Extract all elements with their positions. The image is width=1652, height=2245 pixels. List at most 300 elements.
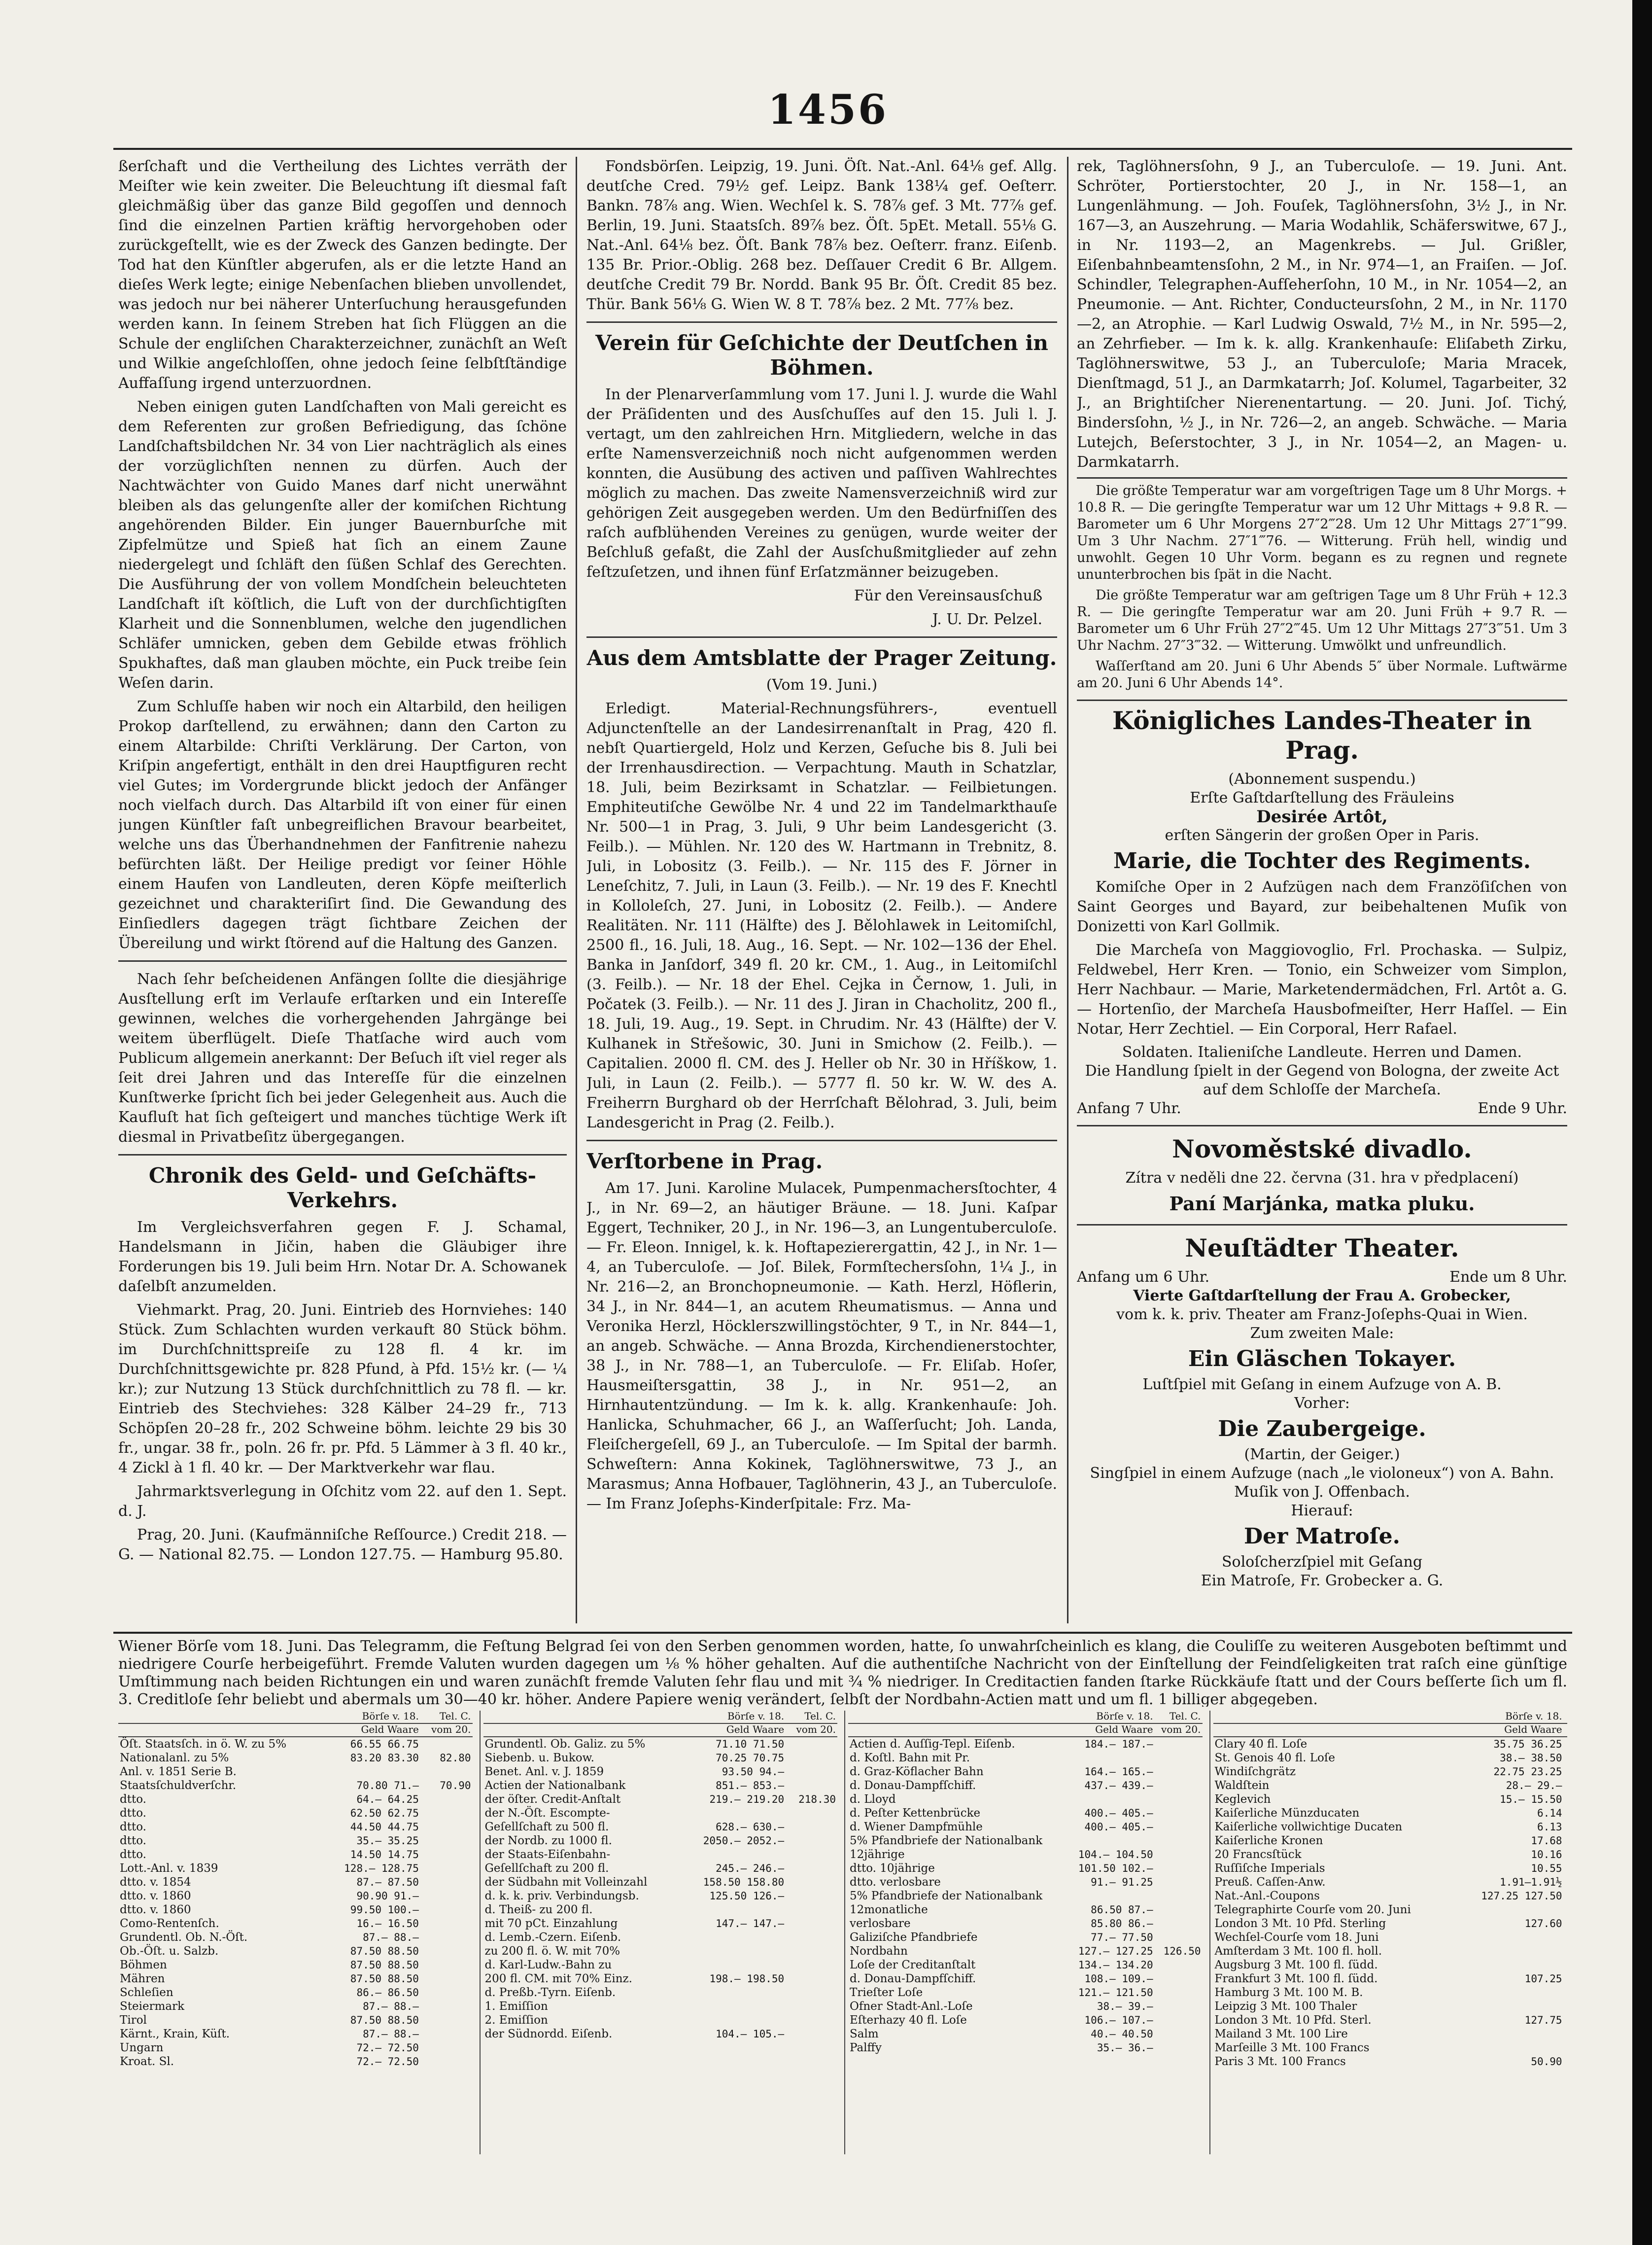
bourse-header-cell [118, 1723, 325, 1737]
scan-edge [1632, 0, 1652, 2245]
security-name: der N.-Öſt. Escompte- [484, 1807, 610, 1820]
security-quote: 126.50 [1163, 1945, 1201, 1957]
bourse-table-row [848, 1986, 1203, 1999]
bourse-header-cell [118, 1711, 325, 1723]
security-quote: 184.— 187.— [1084, 1738, 1153, 1750]
bourse-table-row [483, 1903, 838, 1917]
security-quote: 2050.— 2052.— [703, 1835, 785, 1847]
security-quote [1460, 1903, 1564, 1917]
security-quote: 16.— 16.50 [356, 1918, 419, 1929]
theater-title: Neuſtädter Theater. [1185, 1233, 1459, 1263]
security-quote [1564, 1958, 1567, 1972]
security-quote [1564, 1820, 1567, 1834]
page-number: 1456 [767, 86, 889, 134]
neustaedter-theater-ad [1077, 1233, 1567, 1590]
security-quote [1564, 1944, 1567, 1958]
bourse-table-row [848, 1972, 1203, 1986]
security-quote [1155, 1820, 1203, 1834]
security-quote [1067, 1889, 1155, 1903]
security-name: Öſt. Staatsſch. in ö. W. zu 5% [120, 1738, 287, 1751]
bourse-header-row [1213, 1723, 1568, 1737]
security-name: dtto. 10jährige [850, 1862, 935, 1875]
security-name: 2. Emiſſion [484, 2014, 548, 2027]
section-divider [586, 1140, 1057, 1141]
bourse-table-row [848, 1930, 1203, 1944]
security-name: Clary 40 fl. Loſe [1214, 1738, 1308, 1751]
verstorbene-heading: Verſtorbene in Prag. [586, 1149, 823, 1173]
security-quote [1460, 1944, 1564, 1958]
bourse-table-row [1213, 1889, 1568, 1903]
bourse-table-row [848, 1861, 1203, 1875]
security-quote [420, 1999, 473, 2013]
bourse-header-cell: Tel. C. [786, 1711, 837, 1723]
security-quote [1155, 1806, 1203, 1820]
middle-column [586, 157, 1057, 1628]
bourse-header-row [848, 1711, 1203, 1723]
security-quote [786, 1972, 837, 1986]
theater-guest-line: Vierte Gaſtdarſtellung der Frau A. Grobecker, [1133, 1287, 1511, 1304]
security-quote: 158.50 158.80 [703, 1876, 785, 1888]
bourse-header-cell: Tel. C. [420, 1711, 473, 1723]
security-quote [1460, 1986, 1564, 1999]
security-name: Ruſſiſche Imperials [1214, 1862, 1325, 1875]
theater-star: Desirée Artôt, [1256, 807, 1388, 827]
security-name: der Südbahn mit Volleinzahl [484, 1876, 648, 1889]
bourse-table-row [848, 1751, 1203, 1765]
security-quote [420, 1903, 473, 1917]
bourse-tables [118, 1711, 1567, 2154]
bourse-header-cell [1564, 1723, 1567, 1737]
bourse-header-cell [848, 1711, 1067, 1723]
security-name: Grundentl. Ob. Galiz. zu 5% [484, 1738, 646, 1751]
security-name: Actien der Nationalbank [484, 1779, 626, 1792]
verein-paragraph: In der Plenarverſammlung vom 17. Juni l. J. wurde die Wahl der Präſidenten und des Ausſchuſſes auf den 15. Juli l. J. vertagt, um den zahlreichen Hrn. Mitgliedern, welche in das erſte Namensverzeichniß noch nicht aufgenommen werden konnten, die Ausübung des activen und paſſiven Wahlrechtes möglich zu machen. Das zweite Namensverzeichniß wird zur gehörigen Zeit ausgegeben werden. Um den Bedürfniſſen des raſch aufblühenden Vereines zu genügen, wurde weiter der Beſchluß gefaßt, die Zahl der Ausſchußmitglieder auf zehn feſtzuſetzen, und ihnen fünf Erſatzmänner beizugeben. [586, 386, 1057, 581]
security-quote: 10.16 [1531, 1849, 1562, 1860]
security-quote: 101.50 102.— [1078, 1862, 1153, 1874]
bourse-header-row [848, 1723, 1203, 1737]
security-quote [1564, 2041, 1567, 2055]
security-quote [786, 2013, 837, 2027]
theater-extras: Soldaten. Italieniſche Landleute. Herren und Damen. [1122, 1044, 1522, 1061]
security-quote: 1.91—1.91½ [1500, 1876, 1562, 1888]
theater-title: Novoměstské divadlo. [1172, 1134, 1472, 1163]
security-quote [786, 1875, 837, 1889]
bourse-table-row [118, 1944, 473, 1958]
security-quote: 127.25 127.50 [1481, 1890, 1562, 1902]
weather-paragraph: Die größte Temperatur war am vorgeſtrigen Tage um 8 Uhr Morgs. + 10.8 R. — Die geringſte Temperatur war um 12 Uhr Mittags + 9.8 R. — Barometer um 6 Uhr Morgens 27″2‴28. Um 12 Uhr Mittags 27″1‴99. Um 3 Uhr Nachm. 27″1‴76. — Witterung. Früh hell, windig und unwohlt. Gegen 10 Uhr Vorm. begann es zu regnen und regnete ununterbrochen bis ſpät in die Nacht. [1077, 483, 1567, 582]
theater-play-description: Soloſcherzſpiel mit Geſang [1221, 1553, 1423, 1571]
security-quote [684, 1848, 786, 1861]
bourse-header-cell: Geld Waare [684, 1723, 786, 1737]
security-name: der Nordb. zu 1000 fl. [484, 1834, 612, 1847]
security-quote: 86.50 87.— [1091, 1904, 1153, 1916]
security-quote [786, 1930, 837, 1944]
security-name: d. Graz-Köflacher Bahn [850, 1765, 984, 1778]
art-review-paragraph: Nach ſehr beſcheidenen Anfängen ſollte die diesjährige Ausſtellung erſt im Verlaufe erſtarken und ein Intereſſe gewinnen, welches die vorhergehenden Jahrgänge bei weitem überflügelt. Dieſe Thatſache wird auch vom Publicum allgemein anerkannt: Der Beſuch iſt viel reger als ſeit drei Jahren und das Intereſſe für die einzelnen Kunſtwerke ſpricht ſich bei jeder Gelegenheit aus. Auch die Kaufluſt hat ſich geſteigert und manches tüchtige Werk iſt diesmal in Privatbeſitz übergegangen. [118, 971, 567, 1146]
security-quote: 50.90 [1531, 2056, 1562, 2068]
security-quote [684, 1958, 786, 1972]
security-name: verlosbare [850, 1917, 911, 1930]
security-name: 20 Francsſtück [1214, 1848, 1302, 1861]
security-name: dtto. v. 1854 [120, 1876, 191, 1889]
security-quote: 164.— 165.— [1084, 1766, 1153, 1778]
security-name: Mähren [120, 1972, 165, 1985]
theater-setting: Die Handlung ſpielt in der Gegend von Bologna, der zweite Act auf dem Schloſſe der Marcheſa. [1085, 1062, 1559, 1098]
security-name: Geſellſchaft zu 200 fl. [484, 1862, 609, 1875]
security-quote: 437.— 439.— [1084, 1780, 1153, 1791]
bourse-header-row [483, 1723, 838, 1737]
security-quote [420, 1930, 473, 1944]
security-quote [420, 1765, 473, 1779]
security-quote [1564, 2027, 1567, 2041]
security-quote: 87.50 88.50 [350, 1973, 419, 1985]
column-rule [1067, 157, 1068, 1623]
bourse-table-row [848, 1806, 1203, 1820]
theater-end-time: Ende um 8 Uhr. [1449, 1268, 1567, 1286]
theater-date-line: Zítra v neděli dne 22. června (31. hra v předplacení) [1125, 1169, 1519, 1187]
security-quote [1155, 1751, 1203, 1765]
security-quote [420, 1820, 473, 1834]
security-quote: 219.— 219.20 [709, 1793, 785, 1805]
security-quote [786, 2027, 837, 2041]
bourse-table-row [1213, 1792, 1568, 1806]
bourse-table-row [1213, 1806, 1568, 1820]
bourse-table-row [1213, 2013, 1568, 2027]
column-rule [576, 157, 577, 1623]
security-quote [1155, 1848, 1203, 1861]
security-quote [420, 1889, 473, 1903]
security-name: d. Donau-Dampfſchiff. [850, 1779, 976, 1792]
security-quote: 70.80 71.— [356, 1780, 419, 1791]
security-quote [786, 1889, 837, 1903]
security-name: Trieſter Loſe [850, 1986, 923, 1999]
bourse-table-row [848, 1779, 1203, 1792]
security-quote: 87.50 88.50 [350, 2014, 419, 2026]
security-quote [1155, 1889, 1203, 1903]
security-name: Grundentl. Ob. N.-Öſt. [120, 1931, 248, 1944]
chronik-paragraph: Prag, 20. Juni. (Kaufmänniſche Reſſource.) Credit 218. — G. — National 82.75. — London 127.75. — Hamburg 95.80. [118, 1526, 567, 1563]
security-quote [420, 1834, 473, 1848]
security-quote [420, 1917, 473, 1930]
bourse-table-row [483, 2027, 838, 2041]
security-quote [684, 1806, 786, 1820]
theater-note: Zum zweiten Male: [1250, 1325, 1394, 1342]
security-quote: 71.10 71.50 [716, 1738, 785, 1750]
security-quote: 198.— 198.50 [709, 1973, 785, 1985]
security-quote [1460, 1930, 1564, 1944]
security-quote [1564, 1737, 1567, 1751]
bourse-table-row [848, 1875, 1203, 1889]
bourse-table-row [848, 2027, 1203, 2041]
security-quote [1460, 2041, 1564, 2055]
bourse-header-cell [1213, 1711, 1460, 1723]
theater-times [1077, 1268, 1567, 1287]
bourse-table-column [480, 1711, 838, 2154]
theater-start-time: Anfang 7 Uhr. [1077, 1100, 1181, 1117]
security-quote: 127.75 [1524, 2014, 1562, 2026]
security-quote: 44.50 44.75 [350, 1821, 419, 1833]
bourse-table-row [483, 1834, 838, 1848]
security-name: Amſterdam 3 Mt. 100 fl. holl. [1214, 1945, 1382, 1958]
security-quote: 70.90 [440, 1780, 471, 1791]
security-name: Augsburg 3 Mt. 100 fl. ſüdd. [1214, 1959, 1378, 1971]
bourse-table-row [118, 1806, 473, 1820]
bourse-header-cell: Geld Waare [325, 1723, 420, 1737]
bourse-paragraph: Wiener Börſe vom 18. Juni. Das Telegramm, die Feſtung Belgrad ſei von den Serben genommen worden, hatte, ſo unwahrſcheinlich es klang, die Couliſſe zu weiteren Ausgeboten beſtimmt und niedrigere Courſe herbeigeführt. Fremde Valuten wurden dagegen um ⅛ % höher gehalten. Auf die authentiſche Nachricht von der Einſtellung der Feindſeligkeiten trat raſch eine günſtige Umſtimmung nach beiden Richtungen ein und waren zunächſt fremde Valuten ſehr flau und mit ¾ % niedriger. In Creditactien fanden ſtarke Rückkäufe ſtatt und der Cours beſſerte ſich um fl. 3. Creditloſe ſehr beliebt und abermals um 30—40 kr. höher. Andere Papiere wenig verändert, ſelbſt der Nordbahn-Actien matt und um fl. 1 billiger abgegeben. [118, 1638, 1567, 1707]
security-quote: 93.50 94.— [722, 1766, 785, 1778]
security-quote: 6.14 [1537, 1807, 1562, 1819]
security-quote [786, 1779, 837, 1792]
theater-start-time: Anfang um 6 Uhr. [1077, 1268, 1210, 1286]
bourse-table-row [483, 1779, 838, 1792]
security-name: Salm [850, 2028, 879, 2040]
bourse-table-row [848, 1834, 1203, 1848]
security-quote [1564, 1751, 1567, 1765]
security-quote [1155, 1917, 1203, 1930]
security-name: 12monatliche [850, 1903, 928, 1916]
security-name: der Staats-Eiſenbahn- [484, 1848, 611, 1861]
security-name: 5% Pfandbriefe der Nationalbank [850, 1890, 1043, 1902]
bourse-table-row [1213, 1848, 1568, 1861]
chronik-paragraph: Jahrmarktsverlegung in Oſchitz vom 22. auf den 1. Sept. d. J. [118, 1483, 567, 1520]
bourse-table [483, 1711, 838, 2041]
bourse-table-row [848, 1889, 1203, 1903]
bourse-table-row [118, 1820, 473, 1834]
bourse-table-column [118, 1711, 473, 2154]
bourse-table-row [1213, 2041, 1568, 2055]
security-quote [684, 1944, 786, 1958]
section-divider [1077, 1125, 1567, 1126]
security-quote [1564, 1999, 1567, 2013]
security-name: Actien d. Auſſig-Tepl. Eiſenb. [850, 1738, 1015, 1751]
bourse-table [848, 1711, 1203, 2055]
security-quote: 218.30 [798, 1793, 836, 1805]
bourse-table-row [483, 1861, 838, 1875]
security-quote [1155, 2027, 1203, 2041]
security-quote [786, 1917, 837, 1930]
bourse-table-row [1213, 1875, 1568, 1889]
security-quote: 104.— 104.50 [1078, 1849, 1153, 1860]
security-name: d. Lemb.-Czern. Eiſenb. [484, 1931, 621, 1944]
security-quote [684, 1986, 786, 1999]
security-quote [786, 1737, 837, 1751]
bourse-table-row [1213, 1737, 1568, 1751]
bourse-header-cell [1213, 1723, 1460, 1737]
security-quote: 85.80 86.— [1091, 1918, 1153, 1929]
amtsblatt-date: (Vom 19. Juni.) [766, 676, 878, 694]
security-name: St. Genois 40 fl. Loſe [1214, 1752, 1336, 1764]
bourse-table-row [118, 1930, 473, 1944]
security-quote [1155, 1986, 1203, 1999]
bourse-table-row [483, 1765, 838, 1779]
security-quote [1155, 1861, 1203, 1875]
security-name: Eſterhazy 40 fl. Loſe [850, 2014, 967, 2027]
security-quote [1564, 1889, 1567, 1903]
bourse-table-row [1213, 1765, 1568, 1779]
bourse-table-row [118, 1737, 473, 1751]
bourse-table-row [848, 2013, 1203, 2027]
security-name: Staatsſchuldverſchr. [120, 1779, 237, 1792]
security-name: 200 fl. CM. mit 70% Einz. [484, 1972, 632, 1985]
security-name: Ob.-Öſt. u. Salzb. [120, 1945, 219, 1958]
bourse-table-row [848, 1903, 1203, 1917]
security-quote: 127.60 [1524, 1918, 1562, 1929]
theater-guest-line: Erſte Gaſtdarſtellung des Fräuleins [1190, 789, 1454, 807]
security-quote [684, 1903, 786, 1917]
bourse-header-row [118, 1711, 473, 1723]
security-quote [1155, 1903, 1203, 1917]
bourse-table-column [844, 1711, 1203, 2154]
security-quote: 14.50 14.75 [350, 1849, 419, 1860]
security-name: dtto. [120, 1821, 146, 1833]
left-column [118, 157, 567, 1628]
bourse-table-row [483, 1889, 838, 1903]
security-name: Leipzig 3 Mt. 100 Thaler [1214, 2000, 1357, 2013]
theater-subtitle: (Abonnement suspendu.) [1228, 771, 1416, 788]
bourse-rule [113, 1632, 1572, 1634]
security-name: Frankfurt 3 Mt. 100 fl. ſüdd. [1214, 1972, 1378, 1985]
bourse-header-cell: vom 20. [786, 1723, 837, 1737]
verein-signature-line: Für den Vereinsausſchuß [854, 587, 1042, 604]
security-quote: 107.25 [1524, 1973, 1562, 1985]
security-name: Anl. v. 1851 Serie B. [120, 1765, 237, 1778]
theater-play-title: Die Zaubergeige. [1218, 1416, 1426, 1441]
security-quote: 72.— 72.50 [356, 2056, 419, 2068]
security-name: London 3 Mt. 10 Pfd. Sterl. [1214, 2014, 1372, 2027]
bourse-report [118, 1638, 1567, 1707]
bourse-header-cell [483, 1723, 684, 1737]
theater-play-title: Marie, die Tochter des Regiments. [1113, 848, 1531, 874]
security-name: Kroat. Sl. [120, 2055, 174, 2068]
security-quote: 400.— 405.— [1084, 1821, 1153, 1833]
security-quote: 72.— 72.50 [356, 2042, 419, 2054]
security-quote: 77.— 77.50 [1091, 1931, 1153, 1943]
bourse-header-cell: Tel. C. [1155, 1711, 1203, 1723]
theater-title: Königliches Landes-Theater in Prag. [1112, 706, 1532, 765]
theater-guest-line: erſten Sängerin der großen Oper in Paris. [1165, 827, 1480, 844]
bourse-table-row [1213, 1986, 1568, 1999]
bourse-header-cell: vom 20. [420, 1723, 473, 1737]
security-quote: 87.— 88.— [363, 1931, 419, 1943]
security-quote: 108.— 109.— [1084, 1973, 1153, 1985]
security-name: d. Wiener Dampfmühle [850, 1821, 983, 1833]
security-quote: 127.— 127.25 [1078, 1945, 1153, 1957]
security-name: 12jährige [850, 1848, 905, 1861]
section-divider [118, 1154, 567, 1156]
security-name: Hamburg 3 Mt. 100 M. B. [1214, 1986, 1363, 1999]
bourse-table-row [1213, 1930, 1568, 1944]
security-name: d. Karl-Ludw.-Bahn zu [484, 1959, 612, 1971]
security-quote [1564, 1792, 1567, 1806]
security-name: Marſeille 3 Mt. 100 Francs [1214, 2041, 1370, 2054]
security-quote [1460, 2027, 1564, 2041]
bourse-table-row [118, 1889, 473, 1903]
security-name: zu 200 fl. ö. W. mit 70% [484, 1945, 620, 1958]
security-quote: 125.50 126.— [709, 1890, 785, 1902]
amtsblatt-heading: Aus dem Amtsblatte der Prager Zeitung. [586, 646, 1057, 670]
security-quote [420, 1986, 473, 1999]
security-name: Como-Rentenſch. [120, 1917, 219, 1930]
security-quote [420, 2013, 473, 2027]
security-name: dtto. v. 1860 [120, 1890, 191, 1902]
security-quote: 40.— 40.50 [1091, 2028, 1153, 2040]
security-quote [786, 1944, 837, 1958]
security-name: Schleſien [120, 1986, 173, 1999]
security-quote: 35.75 36.25 [1493, 1738, 1562, 1750]
bourse-table-row [118, 1861, 473, 1875]
security-quote [786, 1751, 837, 1765]
bourse-header-cell: Börſe v. 18. [325, 1711, 420, 1723]
security-quote: 87.— 88.— [363, 2028, 419, 2040]
security-quote [1155, 2013, 1203, 2027]
security-name: Ungarn [120, 2041, 164, 2054]
theater-description: Komiſche Oper in 2 Aufzügen nach dem Franzöſiſchen von Saint Georges und Bayard, zur beibehaltenen Muſik von Donizetti von Karl Gollmik. [1077, 878, 1567, 935]
bourse-table-row [118, 2055, 473, 2069]
security-name: d. k. k. priv. Verbindungsb. [484, 1890, 639, 1902]
bourse-table-row [1213, 1944, 1568, 1958]
weather-report [1077, 477, 1567, 701]
security-quote [420, 2027, 473, 2041]
security-name: Tirol [120, 2014, 147, 2027]
security-name: Kaiſerliche Kronen [1214, 1834, 1323, 1847]
bourse-table-row [118, 1792, 473, 1806]
security-quote [1155, 1792, 1203, 1806]
bourse-table-row [1213, 1917, 1568, 1930]
chronik-paragraph: Viehmarkt. Prag, 20. Juni. Eintrieb des Hornviehes: 140 Stück. Zum Schlachten wurden verkauft 80 Stück böhm. im Durchſchnittspreiſe zu 128 fl. 4 kr. im Durchſchnittsgewichte pr. 828 Pfund, à Pfd. 15½ kr. (— ¼ kr.); zur Nutzung 13 Stück durchſchnittlich zu 78 fl. — kr. Eintrieb des Stechviehes: 328 Kälber 24–29 fr., 713 Schöpſen 20–28 fr., 202 Schweine böhm. leichte 29 bis 30 fr., ungar. 38 fr., poln. 26 fr. pr. Pfd. 5 Lämmer à 3 fl. 40 kr., 4 Zickl à 1 fl. 40 kr. — Der Marktverkehr war flau. [118, 1301, 567, 1476]
security-quote [786, 1848, 837, 1861]
bourse-header-row [1213, 1711, 1568, 1723]
bourse-table-row [848, 1999, 1203, 2013]
bourse-table-row [848, 2041, 1203, 2055]
security-name: Steiermark [120, 2000, 185, 2013]
security-quote: 87.50 88.50 [350, 1945, 419, 1957]
security-name: Ofner Stadt-Anl.-Loſe [850, 2000, 973, 2013]
bourse-table-row [483, 2013, 838, 2027]
security-quote: 6.13 [1537, 1821, 1562, 1833]
bourse-header-cell [848, 1723, 1067, 1737]
bourse-table-row [1213, 1834, 1568, 1848]
bourse-table-row [118, 1958, 473, 1972]
security-quote: 104.— 105.— [716, 2028, 785, 2040]
security-quote [1155, 1972, 1203, 1986]
bourse-table-row [848, 1737, 1203, 1751]
security-quote: 70.25 70.75 [716, 1752, 785, 1764]
security-quote: 10.55 [1531, 1862, 1562, 1874]
security-quote: 121.— 121.50 [1078, 1987, 1153, 1999]
security-quote [1564, 1917, 1567, 1930]
security-quote [420, 2055, 473, 2069]
security-quote [786, 1806, 837, 1820]
theater-play-title: Paní Marjánka, matka pluku. [1169, 1193, 1475, 1215]
deaths-continued-paragraph: rek, Taglöhnersſohn, 9 J., an Tuberculoſe. — 19. Juni. Ant. Schröter, Portierstochter, 20 J., in Nr. 158—1, an Lungenlähmung. — Joh. Fouſek, Taglöhnersſohn, 3½ J., in Nr. 167—3, an Auszehrung. — Maria Wodahlik, Schäferswitwe, 67 J., in Nr. 1193—2, an Magenkrebs. — Jul. Grißler, Eiſenbahnbeamtensſohn, 2 M., in Nr. 974—1, an Fraiſen. — Joſ. Schindler, Telegraphen-Aufſeherſohn, 10 M., in Nr. 1054—2, an Pneumonie. — Ant. Richter, Conducteursſohn, 2 M., in Nr. 1170—2, an Atrophie. — Karl Ludwig Oswald, 7½ M., in Nr. 595—2, an Zehrfieber. — Im k. k. allg. Krankenhauſe: Eliſabeth Zirku, Taglöhnerswitwe, 53 J., an Tuberculoſe; Maria Mracek, Dienſtmagd, 51 J., an Darmkatarrh; Joſ. Kolumel, Tagarbeiter, 32 J., an Brightiſcher Nierenentartung. — 20. Juni. Joſ. Tichý, Bindersſohn, ½ J., in Nr. 726—2, an angeb. Schwäche. — Maria Lutejch, Beſerstochter, 3 J., in Nr. 1054—2, an Magen- u. Darmkatarrh. [1077, 158, 1567, 471]
bourse-table-row [118, 1875, 473, 1889]
security-name: Kärnt., Krain, Küſt. [120, 2028, 230, 2040]
security-name: Nationalanl. zu 5% [120, 1752, 229, 1764]
security-name: Palffy [850, 2041, 882, 2054]
security-quote: 82.80 [440, 1752, 471, 1764]
security-quote [1067, 1792, 1155, 1806]
security-name: dtto. verlosbare [850, 1876, 941, 1889]
header-rule [113, 148, 1572, 150]
security-quote [786, 1861, 837, 1875]
bourse-table [118, 1711, 473, 2069]
security-name: dtto. [120, 1793, 146, 1806]
security-quote [1460, 1958, 1564, 1972]
security-quote [1155, 1958, 1203, 1972]
bourse-table-row [118, 1765, 473, 1779]
security-quote [1564, 1903, 1567, 1917]
security-quote [1564, 1779, 1567, 1792]
